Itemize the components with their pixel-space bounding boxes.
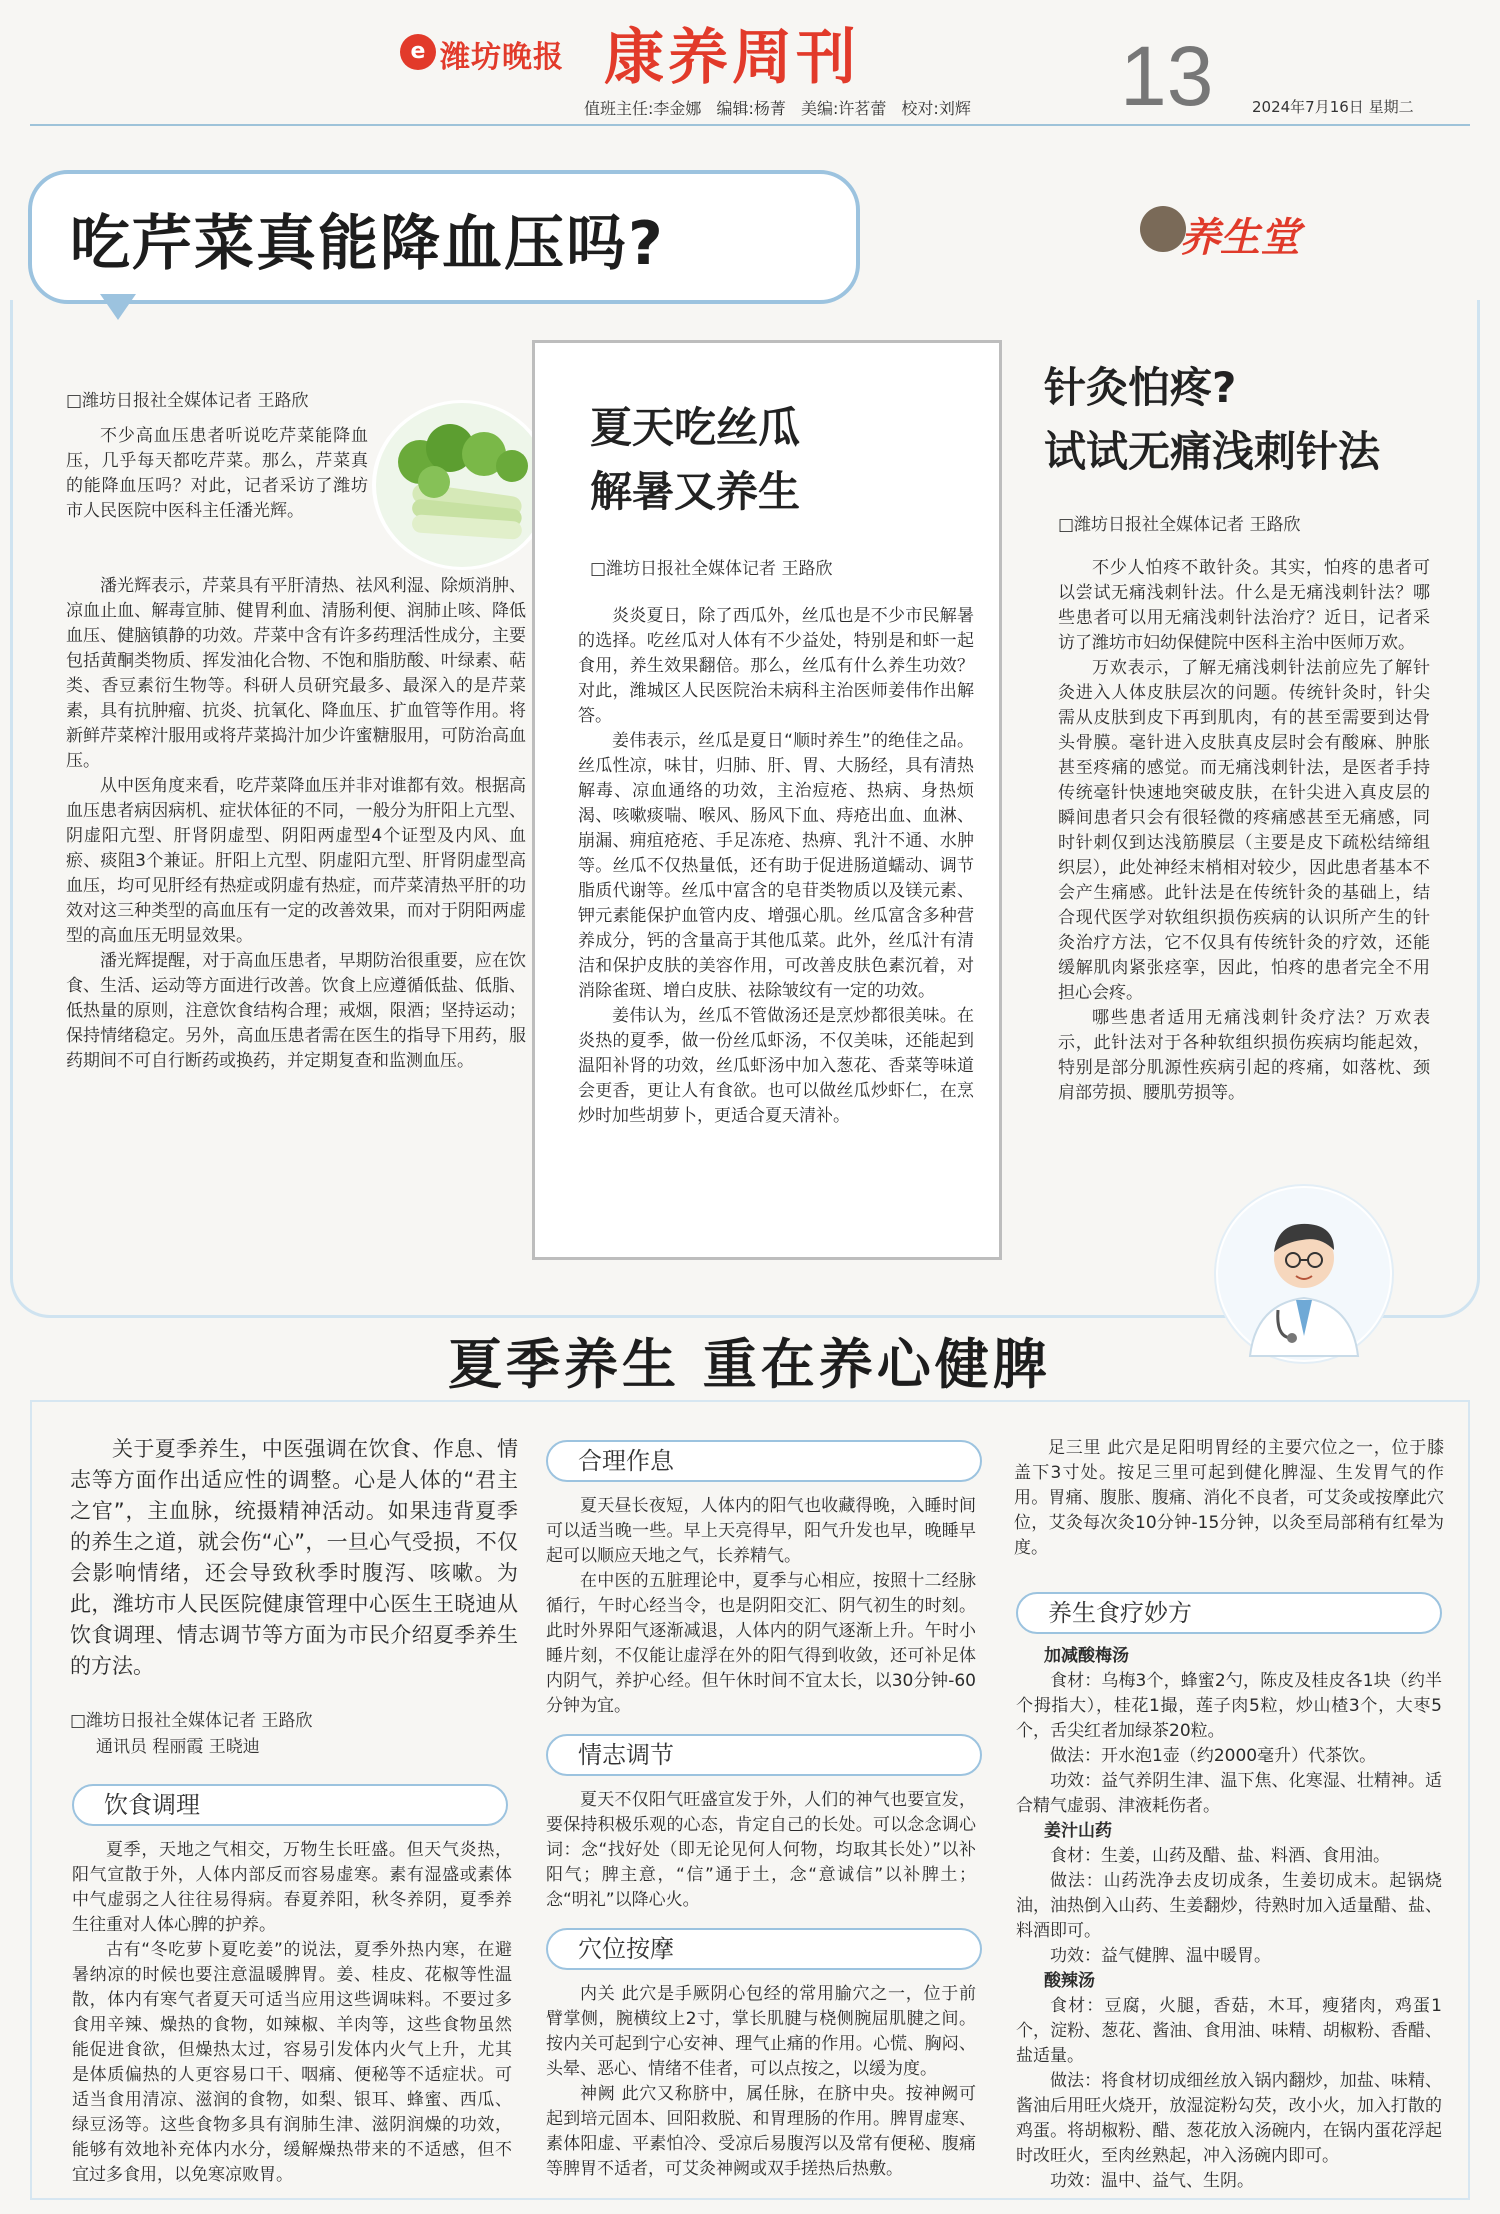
- acupoint-paragraph: 神阙 此穴又称脐中，属任脉，在脐中央。按神阙可起到培元固本、回阳救脱、和胃理肠的作用。脾胃虚寒、素体阳虚、平素怕冷、受凉后易腹泻以及常有便秘、腹痛等脾胃不适者，可艾灸神阙或双手搓热后热敷。: [546, 2084, 976, 2179]
- subhead-diet: 饮食调理: [72, 1784, 508, 1826]
- masthead-divider: [30, 124, 1470, 126]
- recipe-line: 食材：乌梅3个，蜂蜜2勺，陈皮及桂皮各1块（约半个拇指大），桂花1撮，莲子肉5粒，炒山楂3个，大枣5个，舌尖红者加绿茶20粒。: [1016, 1671, 1442, 1741]
- recipe-line: 做法：山药洗净去皮切成条，生姜切成末。起锅烧油，油热倒入山药、生姜翻炒，待熟时加入适量醋、盐、料酒即可。: [1016, 1871, 1442, 1941]
- rest-paragraph: 夏天昼长夜短，人体内的阳气也收藏得晚，入睡时间可以适当晚一些。早上天亮得早，阳气升发也早，晚睡早起可以顺应天地之气，长养精气。: [546, 1496, 976, 1566]
- recipe-title: 加减酸梅汤: [1044, 1646, 1129, 1666]
- recipe-title: 酸辣汤: [1044, 1971, 1095, 1991]
- article-loofah-paragraph: 姜伟表示，丝瓜是夏日“顺时养生”的绝佳之品。丝瓜性凉，味甘，归肺、肝、胃、大肠经，具有清热解毒、凉血通络的功效，主治痘疮、热病、身热烦渴、咳嗽痰喘、喉风、肠风下血、痔疮出血、血淋、崩漏、痈疽疮疮、手足冻疮、热痹、乳汁不通、水肿等。丝瓜不仅热量低，还有助于促进肠道蠕动、调节脂质代谢等。丝瓜中富含的皂苷类物质以及镁元素、钾元素能保护血管内皮、增强心肌。丝瓜富含多种营养成分，钙的含量高于其他瓜菜。此外，丝瓜汁有清洁和保护皮肤的美容作用，可改善皮肤色素沉着，对消除雀斑、增白皮肤、祛除皱纹有一定的功效。: [578, 731, 974, 1001]
- acupoint-body-left: [546, 1982, 976, 2182]
- article-acupuncture-body: [1058, 556, 1430, 1106]
- diet-paragraph: 古有“冬吃萝卜夏吃姜”的说法，夏季外热内寒，在避暑纳凉的时候也要注意温暖脾胃。姜、桂皮、花椒等性温散，体内有寒气者夏天可适当应用这些调味料。不要过多食用辛辣、燥热的食物，如辣椒、羊肉等，这些食物虽然能促进食欲，但燥热太过，容易引发体内火气上升，尤其是体质偏热的人更容易口干、咽痛、便秘等不适症状。可适当食用清凉、滋润的食物，如梨、银耳、蜂蜜、西瓜、绿豆汤等。这些食物多具有润肺生津、滋阴润燥的功效，能够有效地补充体内水分，缓解燥热带来的不适感，但不宜过多食用，以免寒凉败胃。: [72, 1940, 512, 2185]
- recipe-line: 食材：豆腐，火腿，香菇，木耳，瘦猪肉，鸡蛋1个，淀粉、葱花、酱油、食用油、味精、胡椒粉、香醋、盐适量。: [1016, 1996, 1442, 2066]
- article-summer-title: 夏季养生 重在养心健脾: [448, 1333, 1051, 1396]
- article-celery-body-top: [66, 424, 368, 524]
- article-summer-byline: □潍坊日报社全媒体记者 王路欣: [70, 1711, 313, 1731]
- article-acupuncture-paragraph: 不少人怕疼不敢针灸。其实，怕疼的患者可以尝试无痛浅刺针法。什么是无痛浅刺针法？哪些患者可以用无痛浅刺针法治疗？近日，记者采访了潍坊市妇幼保健院中医科主治中医师万欢。: [1058, 558, 1430, 653]
- recipe-title: 姜汁山药: [1044, 1821, 1112, 1841]
- article-loofah-byline: □潍坊日报社全媒体记者 王路欣: [590, 559, 833, 579]
- issue-date: 2024年7月16日 星期二: [1252, 98, 1414, 116]
- staff-credits: 值班主任:李金娜 编辑:杨菁 美编:许茗蕾 校对:刘辉: [584, 99, 971, 118]
- recipe-line: 功效：益气健脾、温中暖胃。: [1050, 1946, 1271, 1966]
- recipe-line: 功效：温中、益气、生阴。: [1050, 2171, 1254, 2191]
- article-celery-byline: □潍坊日报社全媒体记者 王路欣: [66, 391, 309, 411]
- subhead-acupoint: 穴位按摩: [546, 1928, 982, 1970]
- article-celery-title: 吃芹菜真能降血压吗?: [70, 209, 665, 279]
- doctor-icon: [1216, 1186, 1392, 1362]
- recipe-line: 功效：益气养阴生津、温下焦、化寒湿、壮精神。适合精气虚弱、津液耗伤者。: [1016, 1771, 1442, 1816]
- speech-bubble-tail: [100, 294, 136, 320]
- subhead-rest: 合理作息: [546, 1440, 982, 1482]
- diet-paragraph: 夏季，天地之气相交，万物生长旺盛。但天气炎热，阳气宣散于外，人体内部反而容易虚寒。素有湿盛或素体中气虚弱之人往往易得病。春夏养阳，秋冬养阴，夏季养生往重对人体心脾的护养。: [72, 1840, 512, 1935]
- newspaper-name: 潍坊晚报: [440, 40, 564, 75]
- rest-paragraph: 在中医的五脏理论中，夏季与心相应，按照十二经脉循行，午时心经当令，也是阴阳交汇、阴气初生的时刻。此时外界阳气逐渐减退，人体内的阴气逐渐上升。午时小睡片刻，不仅能让虚浮在外的阳气得到收敛，还可补足体内阴气，养护心经。但午休时间不宜太长，以30分钟-60分钟为宜。: [546, 1571, 976, 1716]
- recipe-line: 做法：开水泡1壶（约2000毫升）代茶饮。: [1050, 1746, 1377, 1766]
- recipe-line: 食材：生姜，山药及醋、盐、料酒、食用油。: [1050, 1846, 1390, 1866]
- newspaper-logo-icon: e: [400, 34, 436, 70]
- article-loofah-body: [578, 604, 974, 1129]
- recipes-body: [1016, 1644, 1442, 2194]
- mood-body: [546, 1788, 976, 1913]
- article-celery-paragraph: 不少高血压患者听说吃芹菜能降血压，几乎每天都吃芹菜。那么，芹菜真的能降血压吗？对此，记者采访了潍坊市人民医院中医科主任潘光辉。: [66, 426, 368, 521]
- article-loofah-title: [590, 396, 800, 524]
- subhead-mood: 情志调节: [546, 1734, 982, 1776]
- article-celery-paragraph: 潘光辉表示，芹菜具有平肝清热、祛风利湿、除烦消肿、凉血止血、解毒宣肺、健胃利血、清肠利便、润肺止咳、降低血压、健脑镇静的功效。芹菜中含有许多药理活性成分，主要包括黄酮类物质、挥发油化合物、不饱和脂肪酸、叶绿素、萜类、香豆素衍生物等。科研人员研究最多、最深入的是芹菜素，具有抗肿瘤、抗炎、抗氧化、降血压、扩血管等作用。将新鲜芹菜榨汁服用或将芹菜捣汁加少许蜜糖服用，可防治高血压。: [66, 576, 526, 771]
- article-loofah-paragraph: 炎炎夏日，除了西瓜外，丝瓜也是不少市民解暑的选择。吃丝瓜对人体有不少益处，特别是和虾一起食用，养生效果翻倍。那么，丝瓜有什么养生功效？对此，潍城区人民医院治未病科主治医师姜伟作出解答。: [578, 606, 974, 726]
- article-acupuncture-byline: □潍坊日报社全媒体记者 王路欣: [1058, 515, 1301, 535]
- subhead-recipes: 养生食疗妙方: [1016, 1592, 1442, 1634]
- article-loofah-title-line2: 解暑又养生: [590, 467, 801, 516]
- article-loofah-title-line1: 夏天吃丝瓜: [590, 403, 801, 452]
- section-badge: 养生堂: [1180, 214, 1300, 261]
- mood-paragraph: 夏天不仅阳气旺盛宣发于外，人们的神气也要宣发，要保持积极乐观的心态，肯定自己的长处。可以念念调心词：念“找好处（即无论见何人何物，均取其长处）”以补阳气；脾主意，“信”通于土，念“意诚信”以补脾土；念“明礼”以降心火。: [546, 1790, 976, 1910]
- article-celery-paragraph: 潘光辉提醒，对于高血压患者，早期防治很重要，应在饮食、生活、运动等方面进行改善。饮食上应遵循低盐、低脂、低热量的原则，注意饮食结构合理；戒烟，限酒；坚持运动；保持情绪稳定。另外，高血压患者需在医生的指导下用药，服药期间不可自行断药或换药，并定期复查和监测血压。: [66, 951, 526, 1071]
- article-summer-correspondents: 通讯员 程丽霞 王晓迪: [96, 1737, 260, 1757]
- article-summer-intro: 关于夏季养生，中医强调在饮食、作息、情志等方面作出适应性的调整。心是人体的“君主之官”，主血脉，统摄精神活动。如果违背夏季的养生之道，就会伤“心”，一旦心气受损，不仅会影响情绪，还会导致秋季时腹泻、咳嗽。为此，潍坊市人民医院健康管理中心医生王晓迪从饮食调理、情志调节等方面为市民介绍夏季养生的方法。: [70, 1437, 518, 1678]
- article-acupuncture-title-line1: 针灸怕疼?: [1044, 363, 1237, 412]
- supplement-title: 康养周刊: [604, 23, 860, 93]
- article-acupuncture-title: [1044, 356, 1380, 484]
- celery-illustration: [372, 400, 552, 570]
- doctor-illustration: [1214, 1184, 1394, 1364]
- acupoint-paragraph: 足三里 此穴是足阳明胃经的主要穴位之一，位于膝盖下3寸处。按足三里可起到健化脾湿、生发胃气的作用。胃痛、腹胀、腹痛、消化不良者，可艾灸或按摩此穴位，艾灸每次灸10分钟-15分钟，以灸至局部稍有红晕为度。: [1014, 1438, 1444, 1558]
- recipe-line: 做法：将食材切成细丝放入锅内翻炒，加盐、味精、酱油后用旺火烧开，放湿淀粉勾芡，改小火，加入打散的鸡蛋。将胡椒粉、醋、葱花放入汤碗内，在锅内蛋花浮起时改旺火，至肉丝熟起，冲入汤碗内即可。: [1016, 2071, 1442, 2166]
- page-number: 13: [1120, 29, 1214, 123]
- article-loofah-paragraph: 姜伟认为，丝瓜不管做汤还是烹炒都很美味。在炎热的夏季，做一份丝瓜虾汤，不仅美味，还能起到温阳补肾的功效，丝瓜虾汤中加入葱花、香菜等味道会更香，更让人有食欲。也可以做丝瓜炒虾仁，在烹炒时加些胡萝卜，更适合夏天清补。: [578, 1006, 974, 1126]
- article-acupuncture-paragraph: 哪些患者适用无痛浅刺针灸疗法？万欢表示，此针法对于各种软组织损伤疾病均能起效，特别是部分肌源性疾病引起的疼痛，如落枕、颈肩部劳损、腰肌劳损等。: [1058, 1008, 1430, 1103]
- article-acupuncture-paragraph: 万欢表示，了解无痛浅刺针法前应先了解针灸进入人体皮肤层次的问题。传统针灸时，针尖需从皮肤到皮下再到肌肉，有的甚至需要到达骨头骨膜。毫针进入皮肤真皮层时会有酸麻、肿胀甚至疼痛的感觉。而无痛浅刺针法，是医者手持传统毫针快速地突破皮肤，在针尖进入真皮层的瞬间患者只会有很轻微的疼痛感甚至无痛感，同时针刺仅到达浅筋膜层（主要是皮下疏松结缔组织层），此处神经末梢相对较少，因此患者基本不会产生痛感。此针法是在传统针灸的基础上，结合现代医学对软组织损伤疾病的认识所产生的针灸治疗方法，它不仅具有传统针灸的疗效，还能缓解肌肉紧张痉挛，因此，怕疼的患者完全不用担心会疼。: [1058, 658, 1430, 1003]
- article-celery-body: [66, 574, 526, 1074]
- acupoint-paragraph: 内关 此穴是手厥阴心包经的常用腧穴之一，位于前臂掌侧，腕横纹上2寸，掌长肌腱与桡侧腕屈肌腱之间。按内关可起到宁心安神、理气止痛的作用。心慌、胸闷、头晕、恶心、情绪不佳者，可以点按之，以缓为度。: [546, 1984, 976, 2079]
- diet-body: [72, 1838, 512, 2188]
- celery-icon: [372, 400, 552, 570]
- acupoint-body-right: [1014, 1436, 1444, 1561]
- rest-body: [546, 1494, 976, 1719]
- article-acupuncture-title-line2: 试试无痛浅刺针法: [1044, 427, 1381, 476]
- article-celery-paragraph: 从中医角度来看，吃芹菜降血压并非对谁都有效。根据高血压患者病因病机、症状体征的不同，一般分为肝阳上亢型、阴虚阳亢型、肝肾阴虚型、阴阳两虚型4个证型及内风、血瘀、痰阻3个兼证。肝阳上亢型、阴虚阳亢型、肝肾阴虚型高血压，均可见肝经有热症或阴虚有热症，而芹菜清热平肝的功效对这三种类型的高血压有一定的改善效果，而对于阴阳两虚型的高血压无明显效果。: [66, 776, 526, 946]
